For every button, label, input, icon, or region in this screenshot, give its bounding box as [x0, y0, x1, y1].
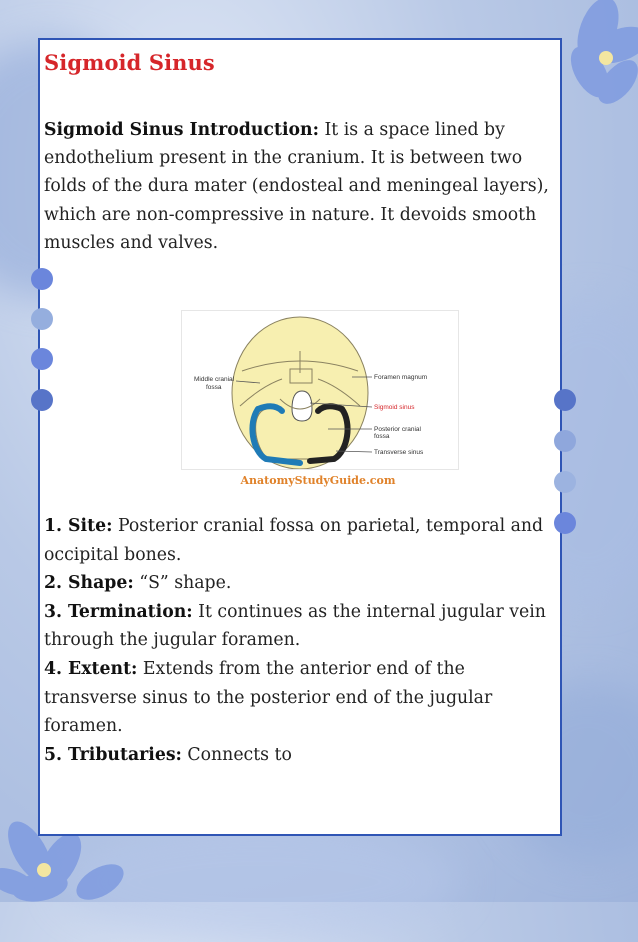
- image-credit: AnatomyStudyGuide.com: [240, 474, 396, 487]
- item-label: 1. Site:: [44, 516, 113, 536]
- list-item: [44, 512, 556, 569]
- item-text: “S” shape.: [133, 573, 232, 594]
- decorative-dot: [31, 308, 53, 330]
- item-text: Posterior cranial fossa on parietal, temporal and occipital bones.: [44, 516, 544, 565]
- label-posterior-fossa: fossa: [374, 433, 390, 440]
- list-item: [44, 598, 556, 655]
- list-item: [44, 569, 556, 598]
- label-posterior-cranial: Posterior cranial: [374, 426, 421, 433]
- decorative-dot: [31, 268, 53, 290]
- decorative-dot: [554, 389, 576, 411]
- intro-paragraph: [44, 116, 556, 257]
- skull-diagram-svg: [182, 311, 458, 469]
- content-card: [38, 38, 562, 836]
- list-item: [44, 655, 556, 741]
- decorative-dot: [554, 512, 576, 534]
- label-transverse-sinus: Transverse sinus: [374, 449, 424, 456]
- decorative-dot: [554, 471, 576, 493]
- skull-base-diagram: [181, 310, 459, 470]
- page-title: Sigmoid Sinus: [44, 50, 215, 75]
- decorative-dot: [31, 389, 53, 411]
- item-label: 2. Shape:: [44, 573, 134, 594]
- label-middle-cranial: Middle cranial: [194, 376, 235, 383]
- item-text: It continues as the internal jugular vein through the jugular foramen.: [44, 601, 546, 651]
- intro-label: Sigmoid Sinus Introduction:: [44, 120, 319, 140]
- decorative-dot: [31, 348, 53, 370]
- item-label: 5. Tributaries:: [44, 744, 182, 765]
- intro-text: It is a space lined by endothelium present in the cranium. It is between two folds of the dura mater (endosteal and meningeal layers), which are non-compressive in nature. It devoids smooth muscles and valves.: [44, 120, 549, 253]
- label-sigmoid-sinus: Sigmoid sinus: [374, 404, 415, 411]
- label-middle-fossa: fossa: [206, 384, 222, 391]
- list-item: [44, 741, 556, 770]
- item-text: Extends from the anterior end of the transverse sinus to the posterior end of the jugular foramen.: [44, 658, 493, 737]
- label-foramen-magnum: Foramen magnum: [374, 374, 428, 381]
- facts-list: [44, 512, 556, 769]
- item-label: 3. Termination:: [44, 601, 193, 622]
- decorative-dot: [554, 430, 576, 452]
- item-label: 4. Extent:: [44, 658, 138, 679]
- item-text: Connects to: [181, 744, 292, 765]
